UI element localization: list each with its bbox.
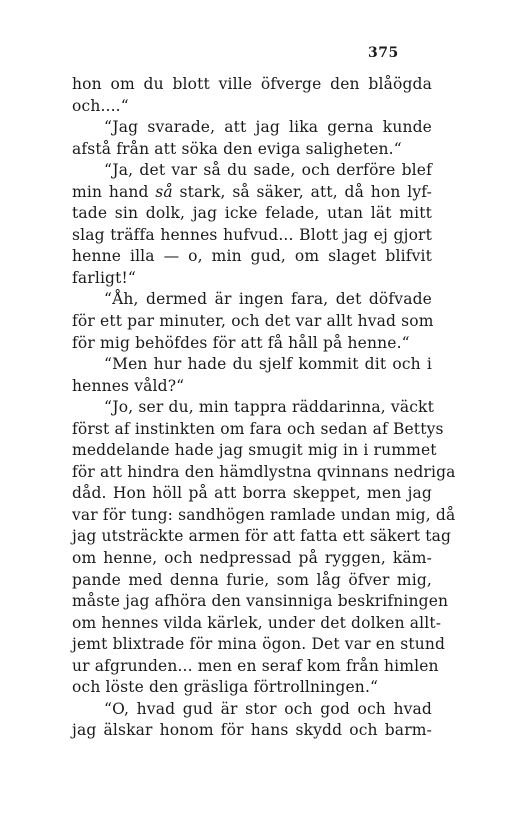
- text-line: farligt!“: [72, 268, 136, 287]
- text-line: för att hindra den hämdlystna qvinnans nedriga: [72, 462, 456, 481]
- text-line: min hand så stark, så säker, att, då hon lyf-: [72, 182, 432, 201]
- page-number: 375: [368, 45, 399, 61]
- text-line: “Jo, ser du, min tappra räddarinna, väckt: [104, 398, 434, 417]
- text-line: pande med denna furie, som låg öfver mig,: [72, 570, 432, 589]
- text-line: och löste den gräsliga förtrollningen.“: [72, 678, 379, 697]
- text-line: jag utsträckte armen för att fatta ett säkert tag: [72, 527, 452, 546]
- text-line: afstå från att söka den eviga saligheten.“: [72, 139, 402, 158]
- text-line: jemt blixtrade för mina ögon. Det var en stund: [72, 635, 446, 654]
- text-line: tade sin dolk, jag icke felade, utan lät mitt: [72, 204, 432, 223]
- text-line: och....“: [72, 96, 129, 115]
- body-text: [72, 74, 456, 742]
- text-line: hennes våld?“: [72, 376, 185, 395]
- text-line: “O, hvad gud är stor och god och hvad: [104, 699, 432, 718]
- text-line: hon om du blott ville öfverge den blåögda: [72, 75, 432, 93]
- text-line: henne illa — o, min gud, om slaget blifvit: [72, 247, 432, 266]
- text-line: måste jag afhöra den vansinniga beskrifningen: [72, 592, 449, 611]
- text-line: slag träffa hennes hufvud... Blott jag ej gjort: [72, 225, 432, 244]
- text-line: om hennes vilda kärlek, under det dolken allt-: [72, 613, 442, 632]
- text-line: om henne, och nedpressad på ryggen, käm-: [72, 549, 432, 568]
- text-line: dåd. Hon höll på att borra skeppet, men jag: [72, 484, 432, 503]
- text-line: “Ja, det var så du sade, och derföre blef: [104, 161, 432, 180]
- text-line: “Åh, dermed är ingen fara, det döfvade: [104, 290, 432, 309]
- text-line: “Jag svarade, att jag lika gerna kunde: [104, 118, 432, 137]
- text-line: för mig behöfdes för att få håll på henne.“: [72, 333, 410, 352]
- text-line: ur afgrunden... men en seraf kom från himlen: [72, 656, 439, 675]
- text-line: meddelande hade jag smugit mig in i rummet: [72, 441, 437, 460]
- text-line: var för tung: sandhögen ramlade undan mig, då: [72, 505, 456, 524]
- text-line: jag älskar honom för hans skydd och barm-: [72, 721, 432, 740]
- text-line: först af instinkten om fara och sedan af Bettys: [72, 419, 444, 438]
- text-line: “Men hur hade du sjelf kommit dit och i: [104, 355, 432, 374]
- emphasis: så: [155, 182, 173, 201]
- text-line: för ett par minuter, och det var allt hvad som: [72, 312, 434, 331]
